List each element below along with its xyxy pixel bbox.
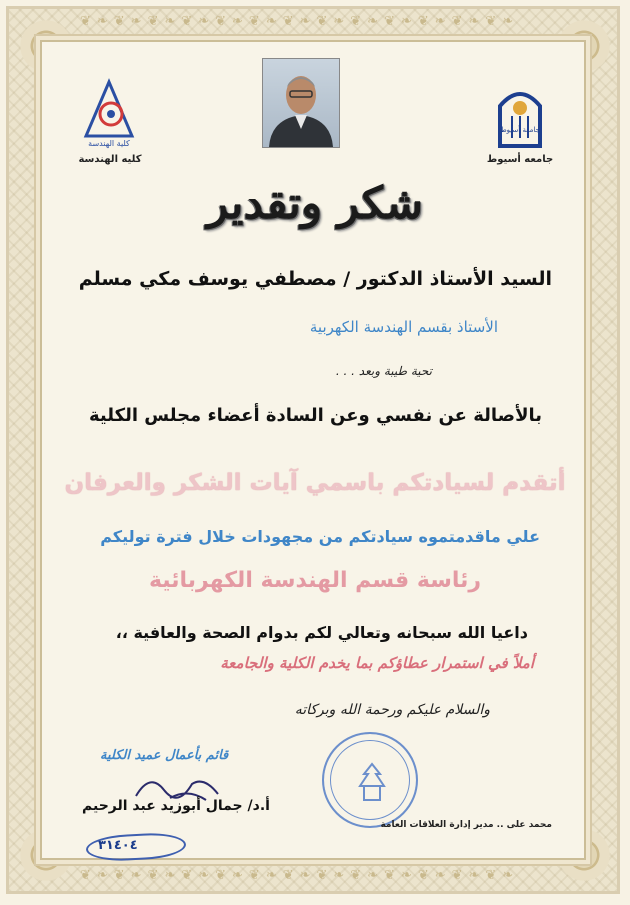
official-stamp — [322, 732, 418, 828]
body-line-1: بالأصالة عن نفسي وعن السادة أعضاء مجلس الكلية — [89, 405, 542, 426]
body-line-3: علي ماقدمتموه سيادتكم من مجهودات خلال فترة توليكم — [100, 527, 540, 546]
signatory-title: قائم بأعمال عميد الكلية — [100, 748, 229, 763]
recipient-line — [79, 268, 552, 290]
closing-salutation: والسلام عليكم ورحمة الله وبركاته — [294, 702, 490, 718]
university-logo-text: جامعة أسيوط — [500, 126, 540, 134]
certificate-title: شكر وتقدير — [206, 178, 424, 229]
leaf-ornament-top: ❦❧❦❧❦❧❦❧❦❧❦❧❦❧❦❧❦❧❦❧❦❧❦❧❦❧ — [80, 14, 520, 29]
faculty-engineering-logo — [78, 78, 140, 150]
body-line-2: أتقدم لسيادتكم باسمي آيات الشكر والعرفان — [64, 470, 566, 496]
assiut-university-logo — [490, 80, 550, 152]
body-line-6: أملاً في استمرار عطاؤكم بما يخدم الكلية والجامعة — [220, 654, 534, 672]
honoree-photo — [262, 58, 340, 148]
body-line-4: رئاسة قسم الهندسة الكهربائية — [148, 568, 482, 593]
public-relations-note: محمد على .. مدير إدارة العلاقات العامة — [380, 820, 552, 830]
signatory-name: أ.د/ جمال أبوزيد عبد الرحيم — [82, 798, 270, 814]
leaf-ornament-bottom: ❦❧❦❧❦❧❦❧❦❧❦❧❦❧❦❧❦❧❦❧❦❧❦❧❦❧ — [80, 868, 520, 883]
serial-number: ٣١٤٠٤ — [98, 838, 138, 853]
faculty-logo-text: كلية الهندسة — [88, 139, 130, 148]
body-line-5: داعيا الله سبحانه وتعالي لكم بدوام الصحة والعافية ،، — [115, 623, 528, 642]
recipient-prefix: السيد الأستاذ الدكتور / — [343, 268, 552, 290]
university-logo-caption: جامعه أسيوط — [486, 154, 554, 165]
recipient-position: الأستاذ بقسم الهندسة الكهربية — [309, 318, 498, 336]
faculty-logo-caption: كليه الهندسة — [78, 154, 142, 165]
recipient-name: مصطفي يوسف مكي مسلم — [78, 268, 337, 290]
greeting: تحية طيبة وبعد . . . — [335, 364, 432, 378]
